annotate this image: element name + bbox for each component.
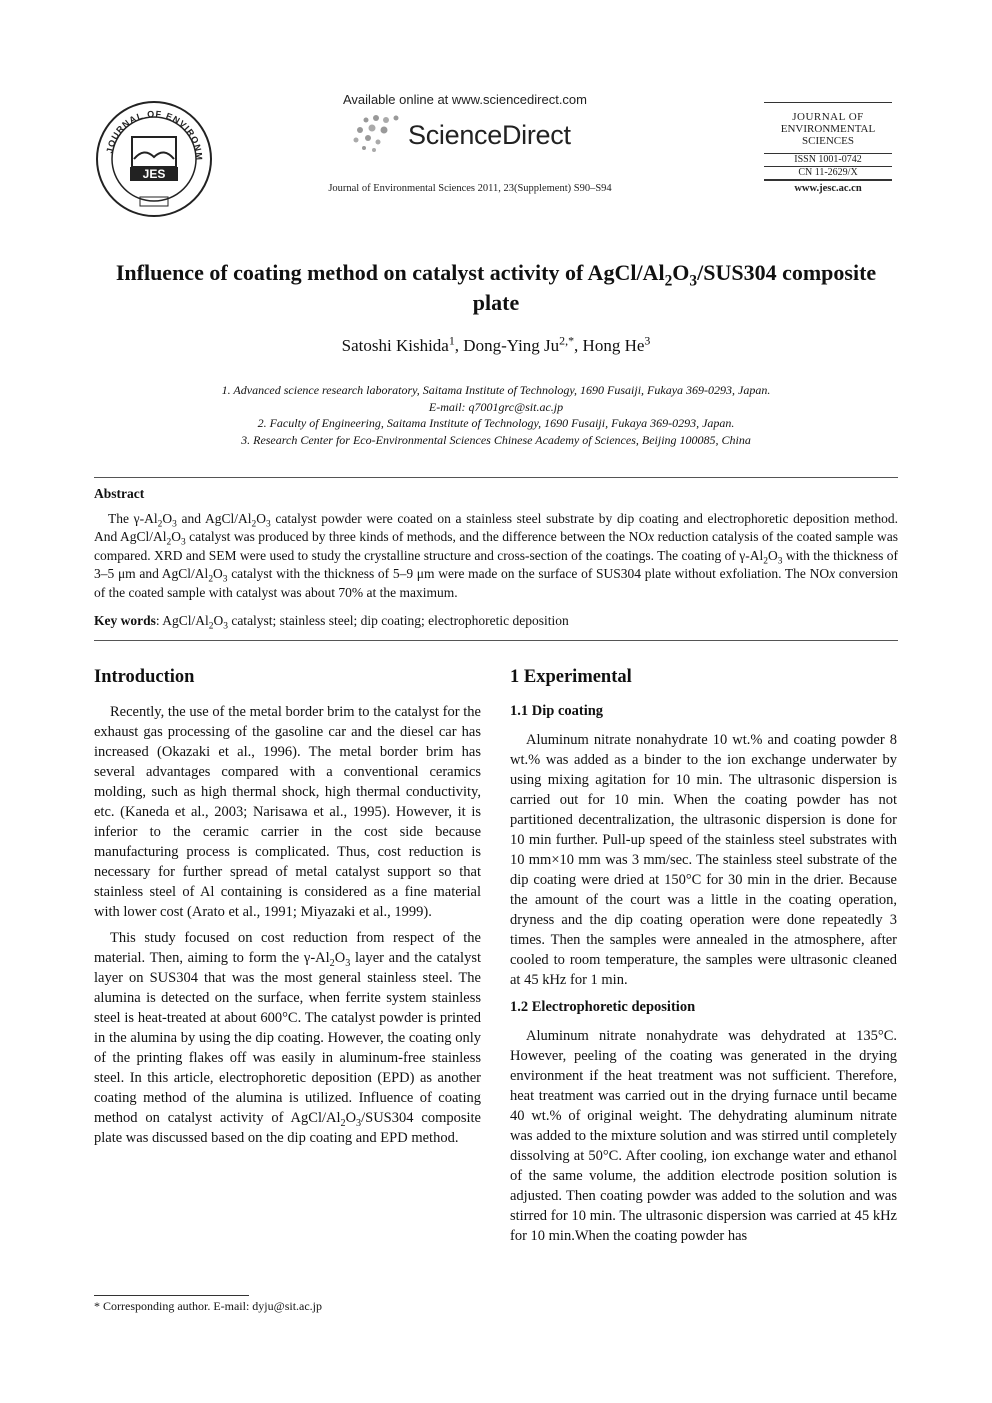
intro-paragraph-1: Recently, the use of the metal border brim to the catalyst for the exhaust gas processing of the gasoline car and the diesel car has increased (Okazaki et al., 1996). The metal border brim has several advantages compared with a conventional ceramics molding, such as high thermal shock, high thermal conductivity, etc. (Kaneda et al., 2003; Narisawa et al., 1995). However, it is inferior to the ceramic carrier in the cost side because manufacturing process is complicated. Thus, cost reduction is necessary for further spread of metal catalyst support so that stainless steel of Al containing is considered as a fine material with lower cost (Arato et al., 1991; Miyazaki et al., 1999).: [94, 704, 481, 920]
masthead-issn: ISSN 1001-0742: [794, 154, 862, 165]
right-column: [510, 664, 897, 1252]
affiliations: [100, 382, 892, 448]
author-name: Hong He: [582, 336, 645, 355]
jes-journal-logo: [94, 99, 214, 219]
abstract-bottom-rule: [94, 640, 898, 641]
abstract-top-rule: [94, 477, 898, 478]
masthead-website: www.jesc.ac.cn: [794, 183, 862, 194]
masthead-line2: ENVIRONMENTAL: [780, 123, 876, 135]
keywords-label: Key words: [94, 613, 156, 628]
masthead-line1: JOURNAL OF: [792, 111, 864, 123]
introduction-heading: Introduction: [94, 667, 195, 687]
affiliation-line: 2. Faculty of Engineering, Saitama Institute of Technology, 1690 Fusaiji, Fukaya 369-0293, Japan.: [257, 416, 735, 430]
dip-coating-paragraph: Aluminum nitrate nonahydrate 10 wt.% and coating powder 8 wt.% was added as a binder to the ion exchange underwater by using mixing agitation for 10 min. The ultrasonic dispersion is carried out for 10 min. When the coating powder has not partitioned decentralization, the ultrasonic dispersion is done for 10 min further. Pull-up speed of the stainless steel substrates with 10 mm×10 mm was 3 mm/sec. The stainless steel substrate of the dip coating were dried at 150°C for 30 min in the drier. Because the amount of the court was a little in the coating operation, dryness and the dip coating operation were done repeatedly 3 times. Then the samples were annealed in the atmosphere, after cooled to room temperature, the samples were ultrasonic cleaned at 45 kHz for 1 min.: [510, 732, 897, 988]
masthead-cn: CN 11-2629/X: [798, 167, 858, 178]
abstract-body: The $\gamma-Al_2O_3$ and AgCl/$Al_2O_3$ catalyst powder were coated on a stainless steel substrate by dip coating and electrophoretic deposition method. And AgCl/$Al_2O_3$ catalyst was produced by three kinds of methods, and the difference between the NOx reduction catalysis of the coated sample was compared. XRD and SEM were used to study the crystalline structure and cross-section of the coatings. The coating of $\gamma-Al_2O_3$ with the thickness of 3–5 μm and AgCl/$Al_2O_3$ catalyst with the thickness of 5–9 μm were made on the surface of SUS304 plate without exfoliation. The NOx conversion of the coated sample with catalyst was about 70% at the maximum.: [94, 511, 899, 600]
affiliation-line: 1. Advanced science research laboratory, Saitama Institute of Technology, 1690 Fusaiji, Fukaya 369-0293, Japan.: [221, 383, 771, 397]
masthead-line3: SCIENCES: [802, 135, 854, 147]
sciencedirect-dots-icon: [352, 112, 408, 154]
corresponding-author-footnote: * Corresponding author. E-mail: dyju@sit.ac.jp: [94, 1299, 323, 1313]
available-online-text: Available online at www.sciencedirect.com: [343, 92, 587, 107]
author-name: Dong-Ying Ju: [463, 336, 560, 355]
sciencedirect-brand-name: ScienceDirect: [408, 120, 571, 150]
footnote-rule: [94, 1295, 249, 1296]
epd-paragraph: Aluminum nitrate nonahydrate was dehydrated at 135°C. However, peeling of the coating was generated in the drying environment if the heat treatment was not sufficient. Therefore, heat treatment was carried out in the drying furnace until became 40 wt.% of original weight. The dehydrating aluminum nitrate was added to the mixture solution and was stirred until completely dissolving at 50°C. After cooling, ion exchange water and ethanol of the same volume, the addition electrode position solution is adjusted. Then coating powder was added to the solution and was stirred for 10 min. The ultrasonic dispersion was carried at 45 kHz for 10 min.When the coating powder has: [510, 1028, 897, 1244]
dip-coating-subheading: 1.1 Dip coating: [510, 703, 604, 719]
paper-title: Influence of coating method on catalyst activity of AgCl/$Al_2O_3/SUS304$ composite plate: [115, 260, 877, 315]
experimental-heading: 1 Experimental: [510, 667, 632, 687]
abstract-heading: Abstract: [94, 486, 145, 501]
sciencedirect-logo: [352, 112, 592, 154]
epd-subheading: 1.2 Electrophoretic deposition: [510, 999, 696, 1015]
affiliation-line: 3. Research Center for Eco-Environmental Sciences Chinese Academy of Sciences, Beijing 100085, China: [241, 432, 751, 447]
intro-paragraph-2: This study focused on cost reduction from respect of the material. Then, aiming to form the $\gamma-Al_2O_3$ layer and the catalyst layer on SUS304 that was the most general stainless steel. The alumina is detected on the surface, when ferrite system stainless steel is heat-treated at about 600°C. The catalyst powder is printed in the alumina by using the dip coating. However, the coating only of the printing flakes off was easily in aluminum-free stainless steel. In this article, electrophoretic deposition (EPD) as another coating method of the alumina is utilized. Influence of coating method on catalyst activity of AgCl/$Al_2O_3/SUS304$ composite plate was discussed based on the dip coating and EPD method.: [94, 930, 481, 1146]
keywords-line: Key words: AgCl/$Al_2O_3$ catalyst; stainless steel; dip coating; electrophoretic deposition: [94, 613, 569, 632]
jes-masthead-box: [764, 102, 892, 195]
left-column: [94, 664, 481, 1154]
author-name: Satoshi Kishida: [341, 336, 449, 355]
jes-logo-text: JES: [142, 167, 166, 181]
affiliation-line: E-mail: q7001grc@sit.ac.jp: [428, 399, 564, 414]
author-list: Satoshi Kishida$^1$, Dong-Ying $Ju^{2,*}$, Hong He$^3$: [341, 333, 651, 355]
journal-citation: Journal of Environmental Sciences 2011, 23(Supplement) S90–S94: [328, 183, 612, 194]
jes-seal-graphic: [94, 99, 214, 219]
svg-text:JOURNAL OF ENVIRONMENTAL SCIEN: JOURNAL OF ENVIRONM: [104, 108, 205, 162]
